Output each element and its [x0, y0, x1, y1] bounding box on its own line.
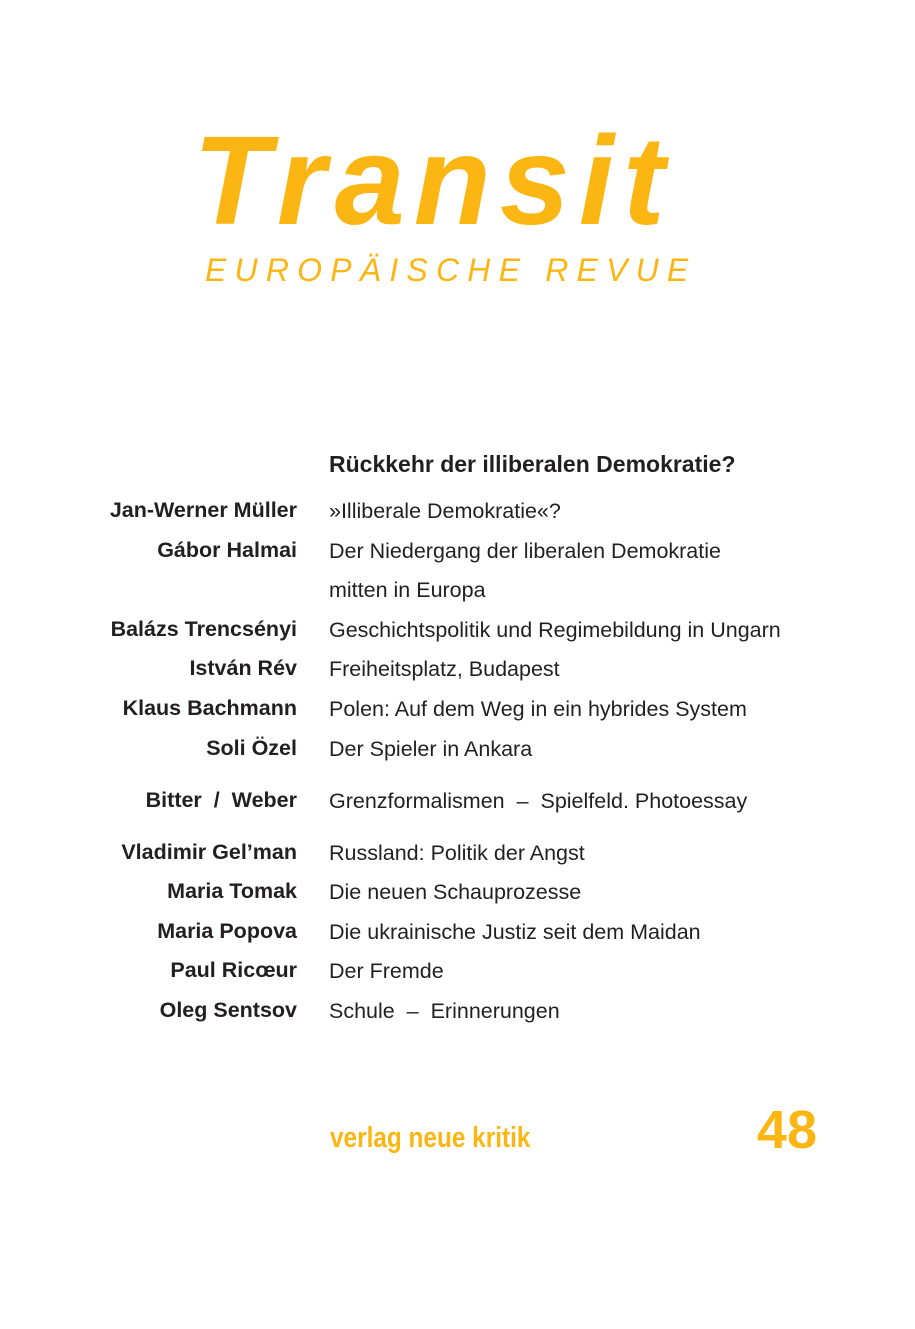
toc-article-title: Freiheitsplatz, Budapest: [329, 657, 560, 681]
issue-theme: Rückkehr der illiberalen Demokratie?: [329, 451, 736, 477]
journal-title: Transit: [193, 110, 674, 251]
toc-article-title: Der Niedergang der liberalen Demokratie: [329, 539, 721, 563]
toc-author: Gábor Halmai: [157, 538, 297, 562]
toc-article-title: Der Fremde: [329, 959, 444, 983]
toc-author: Bitter / Weber: [145, 788, 297, 812]
toc-article-title: Russland: Politik der Angst: [329, 841, 585, 865]
toc-article-title: Grenzformalismen – Spielfeld. Photoessay: [329, 789, 748, 813]
toc-author: Jan-Werner Müller: [109, 498, 297, 522]
toc-author: Soli Özel: [206, 736, 297, 760]
toc-article-title-continued: mitten in Europa: [329, 578, 486, 602]
toc-author: Balázs Trencsényi: [110, 617, 297, 641]
toc-author: Maria Tomak: [167, 879, 297, 903]
toc-author: Paul Ricœur: [170, 958, 297, 982]
toc-article-title: Polen: Auf dem Weg in ein hybrides System: [329, 697, 747, 721]
toc-article-title: Die neuen Schauprozesse: [329, 880, 582, 904]
toc-article-title: Schule – Erinnerungen: [329, 999, 560, 1023]
journal-subtitle: EUROPÄISCHE REVUE: [205, 252, 697, 288]
toc-article-title: »Illiberale Demokratie«?: [329, 499, 561, 523]
toc-article-title: Die ukrainische Justiz seit dem Maidan: [329, 920, 701, 944]
toc-author: Klaus Bachmann: [122, 696, 297, 720]
toc-article-title: Der Spieler in Ankara: [329, 737, 533, 761]
toc-author: István Rév: [189, 656, 297, 680]
toc-author: Maria Popova: [157, 919, 297, 943]
toc-author: Vladimir Gel’man: [121, 840, 297, 864]
publisher-name: verlag neue kritik: [330, 1122, 531, 1154]
issue-number: 48: [756, 1100, 817, 1160]
masthead: [0, 0, 915, 300]
toc-author: Oleg Sentsov: [159, 998, 297, 1022]
toc-article-title: Geschichtspolitik und Regimebildung in Ungarn: [329, 618, 781, 642]
